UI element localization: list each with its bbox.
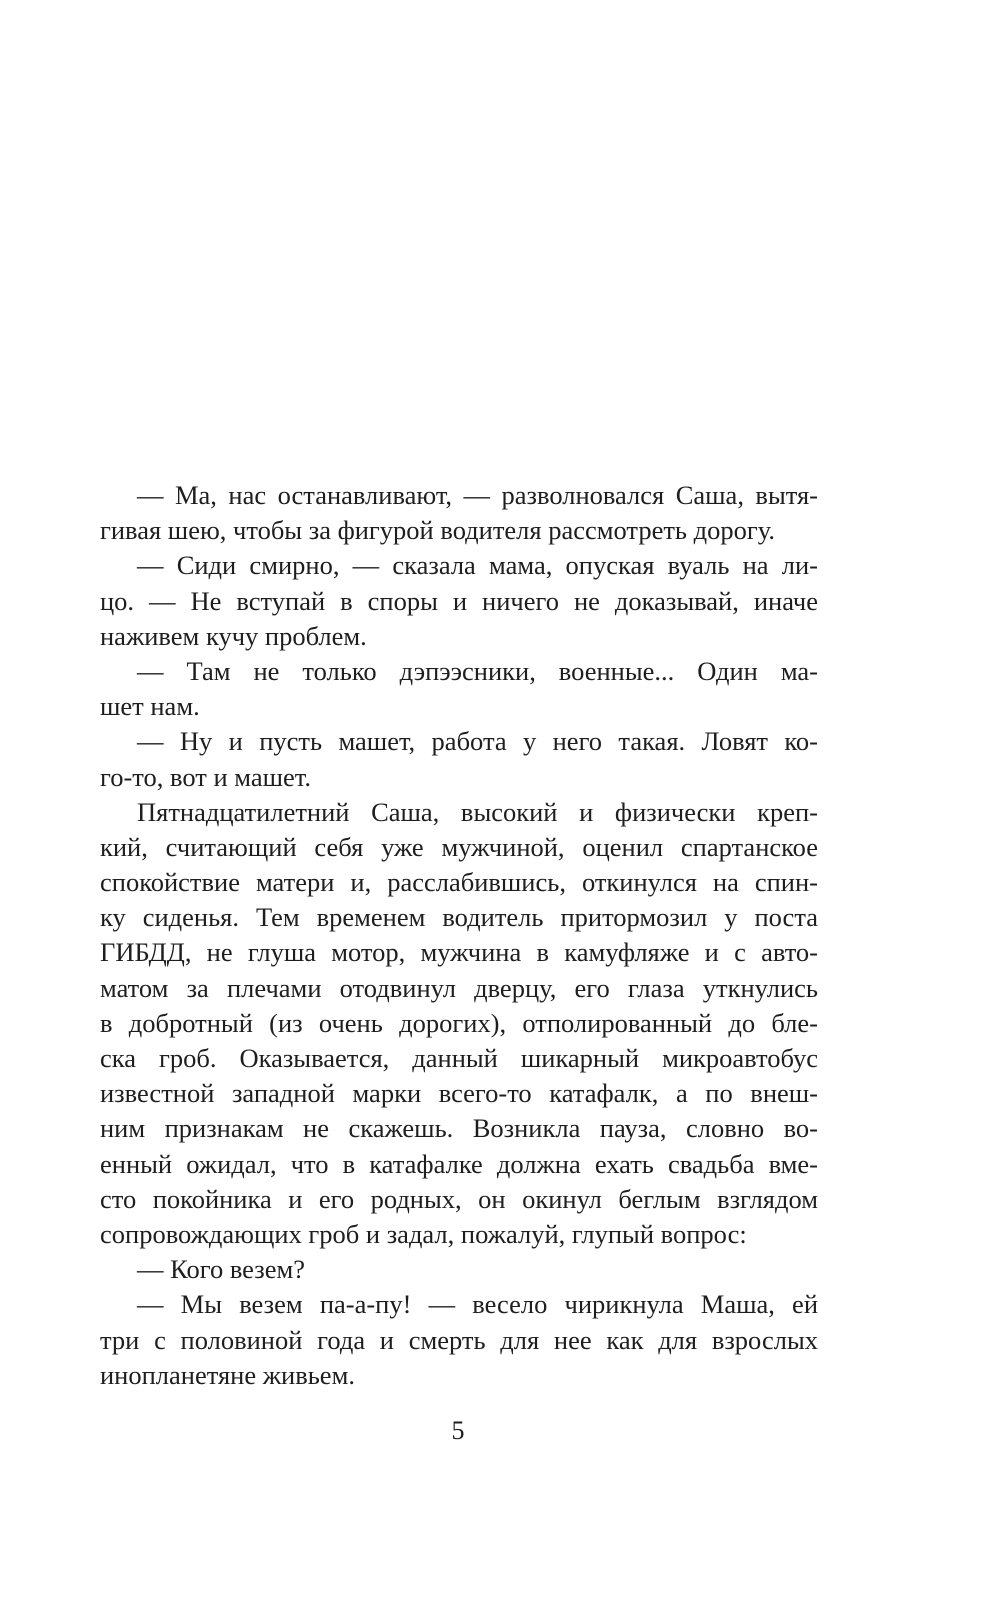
text-line: инопланетяне живьем.: [100, 1359, 355, 1390]
text-line: ГИБДД, не глуша мотор, мужчина в камуфляже и с авто-: [100, 937, 818, 968]
text-line: кий, считающий себя уже мужчиной, оценил спартанское: [100, 831, 818, 862]
text-line: — Ма, нас останавливают, — разволновался Саша, вытя-: [137, 480, 818, 510]
text-line: — Ну и пусть машет, работа у него такая. Ловят ко-: [137, 726, 818, 757]
body-text: [100, 478, 818, 1393]
text-line: ска гроб. Оказывается, данный шикарный микроавтобус: [100, 1043, 818, 1073]
page-number: 5: [451, 1416, 465, 1445]
text-line: сто покойника и его родных, он окинул беглым взглядом: [100, 1183, 818, 1214]
text-line: енный ожидал, что в катафалке должна ехать свадьба вме-: [100, 1148, 818, 1179]
text-line: — Там не только дэпээсники, военные... Один ма-: [137, 655, 818, 686]
text-line: известной западной марки всего-то катафалк, а по внеш-: [100, 1078, 818, 1109]
text-line: в добротный (из очень дорогих), отполированный до бле-: [100, 1007, 818, 1038]
text-line: спокойствие матери и, расслабившись, откинулся на спин-: [100, 867, 818, 898]
text-line: матом за плечами отодвинул дверцу, его глаза уткнулись: [100, 972, 818, 1003]
text-line: наживем кучу проблем.: [100, 620, 367, 651]
text-line: сопровождающих гроб и задал, пожалуй, глупый вопрос:: [100, 1218, 747, 1249]
text-line: — Кого везем?: [137, 1254, 306, 1285]
text-line: Пятнадцатилетний Саша, высокий и физически креп-: [137, 796, 818, 827]
text-line: гивая шею, чтобы за фигурой водителя рассмотреть дорогу.: [100, 515, 775, 546]
text-line: три с половиной года и смерть для нее как для взрослых: [100, 1324, 818, 1355]
text-line: — Сиди смирно, — сказала мама, опуская вуаль на ли-: [137, 550, 818, 581]
text-line: ним признакам не скажешь. Возникла пауза, словно во-: [100, 1113, 818, 1144]
text-line: го-то, вот и машет.: [100, 761, 311, 792]
text-line: ку сиденья. Тем временем водитель притормозил у поста: [100, 902, 818, 933]
text-line: цо. — Не вступай в споры и ничего не доказывай, иначе: [100, 585, 818, 616]
text-line: — Мы везем па-а-пу! — весело чирикнула Маша, ей: [137, 1289, 818, 1320]
text-line: шет нам.: [100, 691, 200, 722]
